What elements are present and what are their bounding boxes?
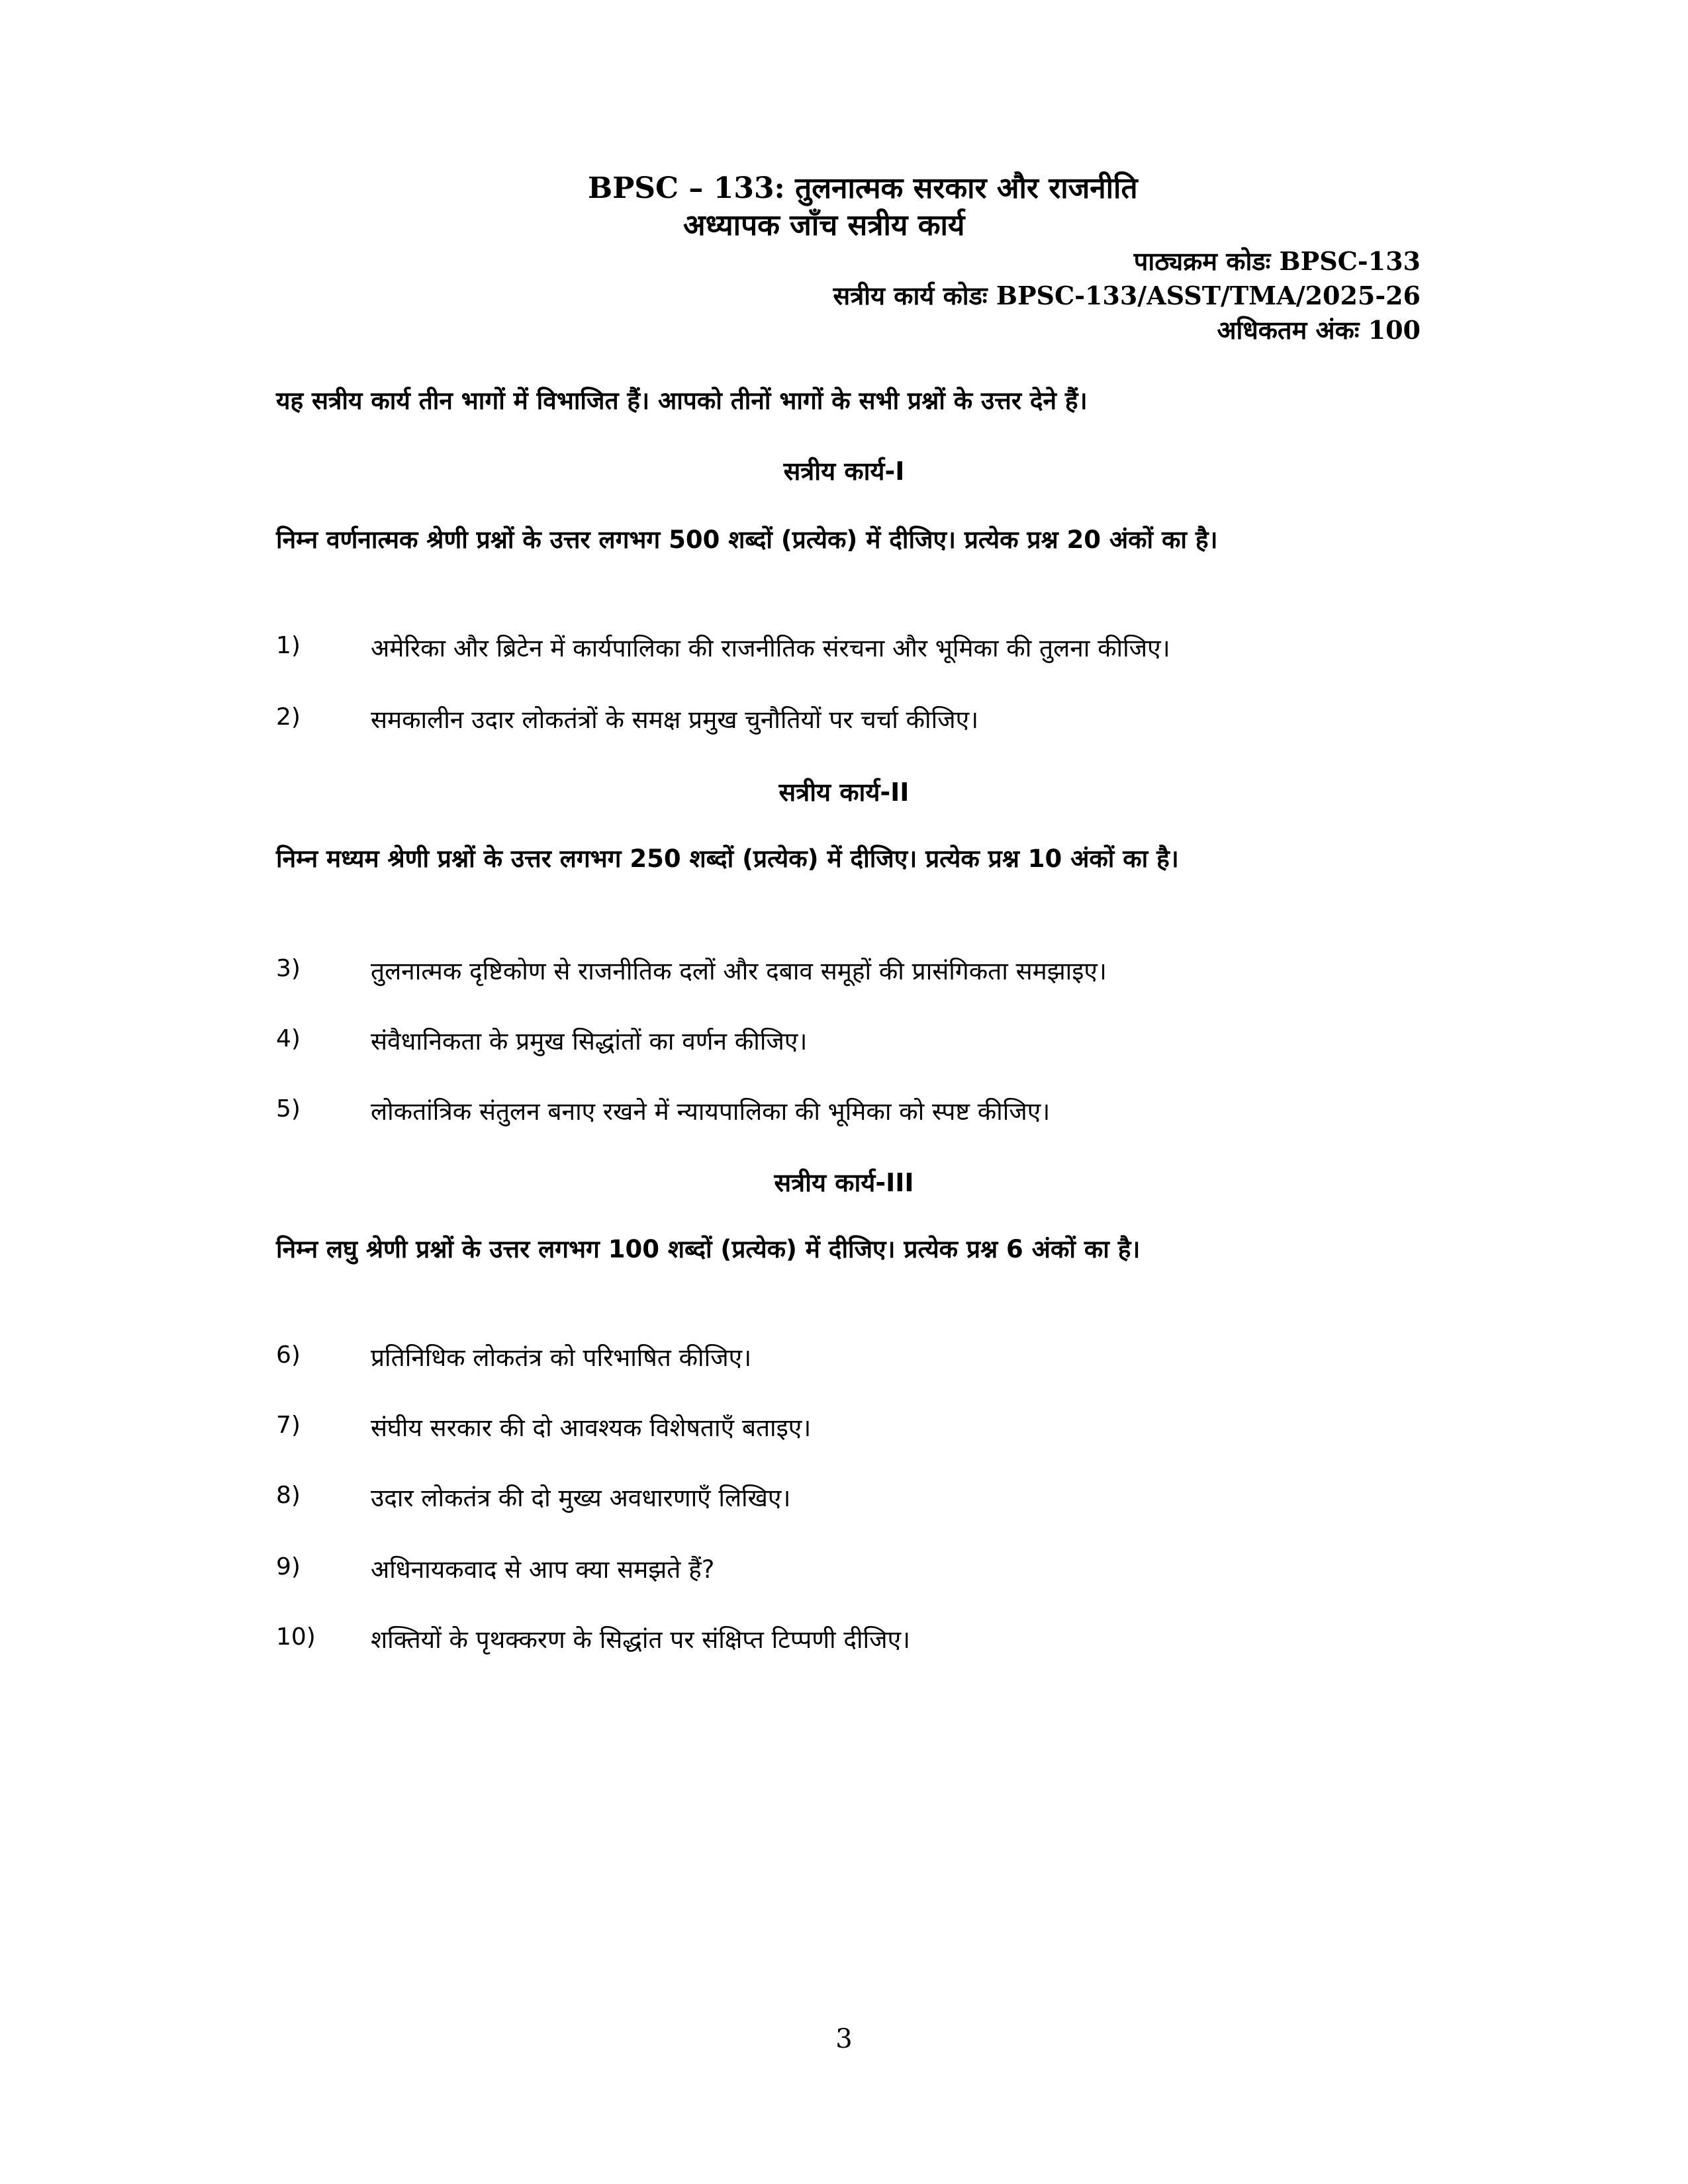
question-text: प्रतिनिधिक लोकतंत्र को परिभाषित कीजिए। xyxy=(371,1343,752,1372)
page-number: 3 xyxy=(835,2024,853,2054)
section-instruction: निम्न वर्णनात्मक श्रेणी प्रश्नों के उत्तर लगभग 500 शब्दों (प्रत्येक) में दीजिए। प्रत्येक प्रश्न 20 अंकों का है। xyxy=(276,525,1218,554)
question-number: 1) xyxy=(276,632,301,659)
question-text: अधिनायकवाद से आप क्या समझते हैं? xyxy=(371,1555,715,1584)
question-number: 10) xyxy=(276,1623,316,1651)
question-text: शक्तियों के पृथक्करण के सिद्धांत पर संक्षिप्त टिप्पणी दीजिए। xyxy=(371,1625,911,1654)
question-text: उदार लोकतंत्र की दो मुख्य अवधारणाएँ लिखिए। xyxy=(371,1484,791,1512)
intro-text: यह सत्रीय कार्य तीन भागों में विभाजित हैं। आपको तीनों भागों के सभी प्रश्नों के उत्तर देने हैं। xyxy=(276,387,1088,415)
question-number: 3) xyxy=(276,955,301,982)
question-number: 8) xyxy=(276,1482,301,1509)
document-title: BPSC – 133: तुलनात्मक सरकार और राजनीति xyxy=(588,171,1138,205)
question-text: संघीय सरकार की दो आवश्यक विशेषताएँ बताइए। xyxy=(371,1414,812,1442)
question-number: 2) xyxy=(276,704,301,731)
question-number: 7) xyxy=(276,1412,301,1439)
assignment-code: सत्रीय कार्य कोडः BPSC-133/ASST/TMA/2025-26 xyxy=(833,281,1421,310)
question-text: तुलनात्मक दृष्टिकोण से राजनीतिक दलों और दबाव समूहों की प्रासंगिकता समझाइए। xyxy=(371,957,1107,985)
section-heading: सत्रीय कार्य-III xyxy=(774,1168,914,1197)
question-text: अमेरिका और ब्रिटेन में कार्यपालिका की राजनीतिक संरचना और भूमिका की तुलना कीजिए। xyxy=(371,634,1170,662)
question-number: 9) xyxy=(276,1553,301,1580)
section-heading: सत्रीय कार्य-I xyxy=(783,457,905,486)
section-instruction: निम्न मध्यम श्रेणी प्रश्नों के उत्तर लगभग 250 शब्दों (प्रत्येक) में दीजिए। प्रत्येक प्रश्न 10 अंकों का है। xyxy=(276,844,1179,873)
question-number: 5) xyxy=(276,1095,301,1122)
question-text: लोकतांत्रिक संतुलन बनाए रखने में न्यायपालिका की भूमिका को स्पष्ट कीजिए। xyxy=(371,1097,1051,1126)
course-code: पाठ्यक्रम कोडः BPSC-133 xyxy=(1133,246,1421,276)
question-number: 6) xyxy=(276,1342,301,1369)
section-heading: सत्रीय कार्य-II xyxy=(778,778,910,807)
question-text: संवैधानिकता के प्रमुख सिद्धांतों का वर्णन कीजिए। xyxy=(371,1027,808,1056)
document-subtitle: अध्यापक जाँच सत्रीय कार्य xyxy=(683,208,965,242)
section-instruction: निम्न लघु श्रेणी प्रश्नों के उत्तर लगभग 100 शब्दों (प्रत्येक) में दीजिए। प्रत्येक प्रश्न 6 अंकों का है। xyxy=(276,1235,1141,1263)
max-marks: अधिकतम अंकः 100 xyxy=(1217,315,1421,345)
question-text: समकालीन उदार लोकतंत्रों के समक्ष प्रमुख चुनौतियों पर चर्चा कीजिए। xyxy=(371,705,979,734)
question-number: 4) xyxy=(276,1025,301,1052)
